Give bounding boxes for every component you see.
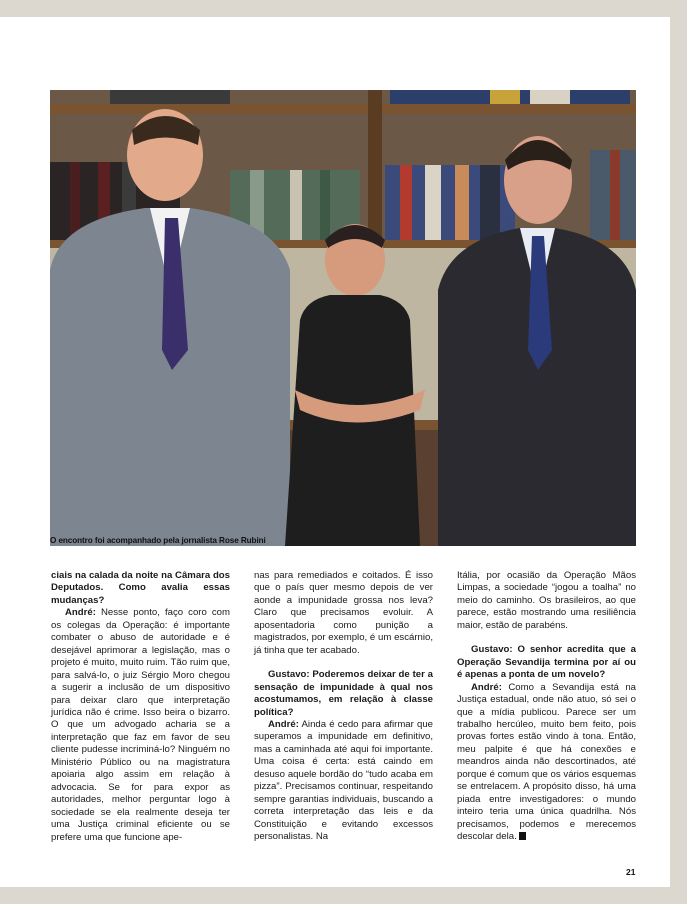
answer-2	[254, 719, 433, 844]
speaker-label: André:	[471, 681, 502, 693]
question-1: ciais na calada da noite na Câmara dos Deputados. Como avalia essas mudanças?	[51, 570, 230, 606]
speaker-label: André:	[268, 718, 299, 730]
text-column-3	[457, 570, 636, 844]
answer-text: Como a Sevandija está na Justiça estadual, onde não atuo, só sei o que a mídia publicou. Parece ser um trabalho hercúleo, muito bem feito, pois provas fortes estão vindo à tona. Então, meu palpite é que há conexões e meandros ainda não descortinados, até porque é comum que os vários esquemas se entrelacem. A propósito disso, há uma piada entre investigadores: o mundo inteiro teria uma única quadrilha. Nós precisamos, podemos e merecemos descolar dela.	[457, 681, 636, 843]
answer-text: Ainda é cedo para afirmar que superamos a impunidade em definitivo, mas a caminhada até aqui foi importante. Uma coisa é certa: está caindo em desuso aquele bordão do “tudo acaba em pizza”. Precisamos continuar, respeitando sempre garantias individuais, buscando a correta interpretação das leis e da Constituição e evitando excessos personalistas. Na	[254, 718, 433, 843]
answer-1	[51, 607, 230, 844]
paragraph-continued: Itália, por ocasião da Operação Mãos Limpas, a sociedade “jogou a toalha” no meio do caminho. Os brasileiros, ao que parece, estão mostrando uma resiliência maior, estão de parabéns.	[457, 570, 636, 631]
end-mark-icon	[519, 832, 526, 840]
paragraph-continued: nas para remediados e coitados. É isso que o país quer mesmo depois de ver aonde a impunidade grossa nos leva? Claro que precisamos evoluir. A aposentadoria como punição a magistrados, por exemplo, é um escárnio, já tinha que ter acabado.	[254, 570, 433, 656]
question-2: Gustavo: Poderemos deixar de ter a sensação de impunidade à qual nos acostumamos, em relação à classe política?	[254, 669, 433, 718]
text-column-2	[254, 570, 433, 844]
photo-caption: O encontro foi acompanhado pela jornalista Rose Rubini	[50, 536, 266, 545]
question-3: Gustavo: O senhor acredita que a Operação Sevandija termina por aí ou é apenas a ponta de um novelo?	[457, 644, 636, 681]
answer-3	[457, 682, 636, 844]
text-column-1	[51, 570, 230, 844]
speaker-label: André:	[65, 607, 96, 619]
magazine-page	[0, 17, 670, 887]
group-photo	[50, 90, 636, 546]
answer-text: Nesse ponto, faço coro com os colegas da Operação: é importante combater o abuso de autoridade e é desejável aprimorar a legislação, mas o projeto é muito, muito ruim. Tão ruim que, para salvá-lo, o juiz Sérgio Moro chegou a sugerir a inclusão de um dispositivo para deixar claro que interpretação jurídica não é crime. Isso beira o bizarro. O que um advogado acharia se a interpretação que faz em favor de seu cliente pudesse incriminá-lo? Ninguém no Ministério Público ou na magistratura apoiaria algo assim em relação à advocacia. Se for para expor as autoridades, melhor perguntar logo à sociedade se ela realmente deseja ter uma Justiça criminal eficiente ou se prefere uma que funcione ape-	[51, 607, 230, 843]
page-number: 21	[626, 867, 636, 877]
